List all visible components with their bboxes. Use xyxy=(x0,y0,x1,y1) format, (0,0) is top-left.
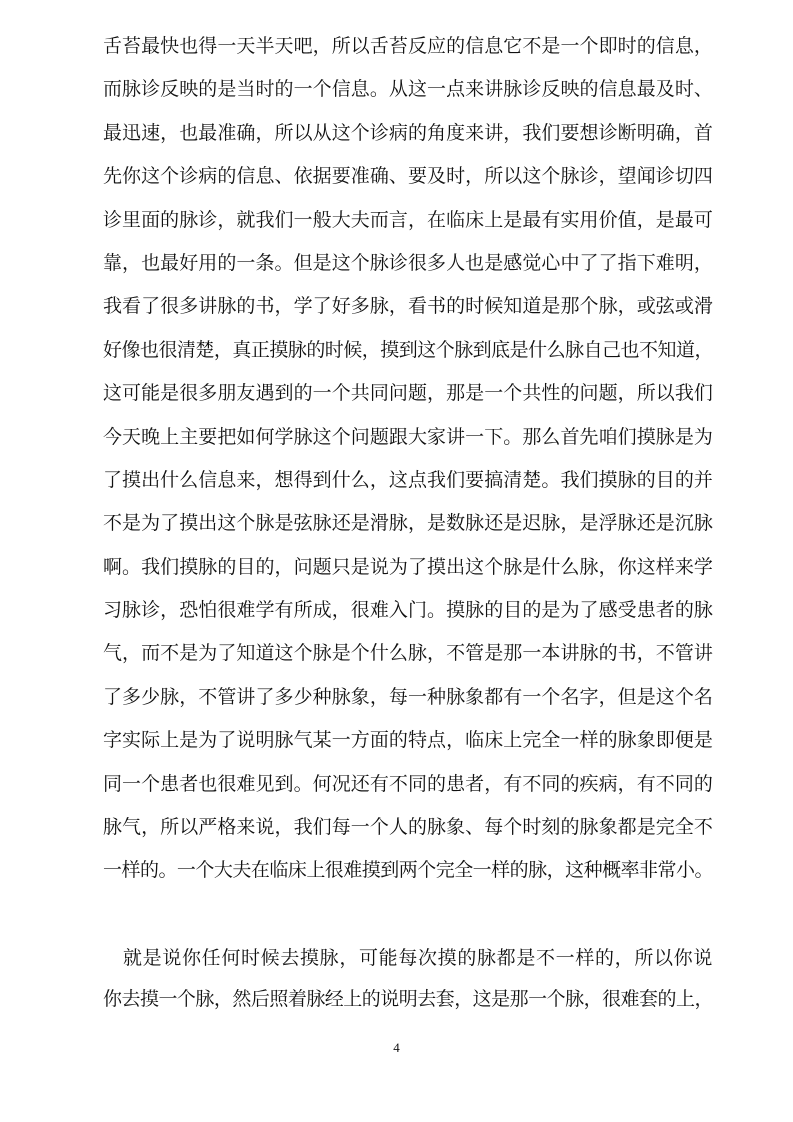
text-line xyxy=(103,253,713,296)
text-line xyxy=(103,427,713,470)
text-line xyxy=(103,79,713,122)
text-line xyxy=(103,687,713,730)
paragraph-1 xyxy=(103,36,713,904)
text-line-content: 同一个患者也很难见到。何况还有不同的患者，有不同的疾病，有不同的 xyxy=(103,772,713,795)
text-line-content: 靠，也最好用的一条。但是这个脉诊很多人也是感觉心中了了指下难明， xyxy=(103,251,713,274)
text-line-content: 今天晚上主要把如何学脉这个问题跟大家讲一下。那么首先咱们摸脉是为 xyxy=(103,425,713,448)
paragraph-2 xyxy=(103,948,713,1030)
page-number: 4 xyxy=(393,1040,400,1055)
text-line-content: 习脉诊，恐怕很难学有所成，很难入门。摸脉的目的是为了感受患者的脉 xyxy=(103,599,713,622)
text-line-content: 脉气，所以严格来说，我们每一个人的脉象、每个时刻的脉象都是完全不 xyxy=(103,816,713,839)
text-line xyxy=(103,860,713,903)
text-line-content: 字实际上是为了说明脉气某一方面的特点，临床上完全一样的脉象即便是 xyxy=(103,729,713,752)
text-line xyxy=(103,210,713,253)
text-line xyxy=(103,600,713,643)
text-line-content: 气，而不是为了知道这个脉是个什么脉，不管是那一本讲脉的书，不管讲 xyxy=(103,642,713,665)
text-line xyxy=(103,340,713,383)
text-line xyxy=(103,730,713,773)
text-line-content: 一样的。一个大夫在临床上很难摸到两个完全一样的脉，这种概率非常小。 xyxy=(103,859,713,882)
text-line-content: 你去摸一个脉，然后照着脉经上的说明去套，这是那一个脉，很难套的上， xyxy=(103,988,713,1010)
text-line xyxy=(103,513,713,556)
text-line xyxy=(103,470,713,513)
text-line xyxy=(103,557,713,600)
text-line xyxy=(103,383,713,426)
text-line-content: 先你这个诊病的信息、依据要准确、要及时，所以这个脉诊，望闻诊切四 xyxy=(103,165,713,188)
text-line-content: 舌苔最快也得一天半天吧，所以舌苔反应的信息它不是一个即时的信息， xyxy=(103,35,713,57)
text-line-content: 这可能是很多朋友遇到的一个共同问题，那是一个共性的问题，所以我们 xyxy=(103,382,713,405)
text-line xyxy=(103,296,713,339)
text-line xyxy=(103,948,713,989)
text-line xyxy=(103,817,713,860)
text-line-content: 了摸出什么信息来，想得到什么，这点我们要搞清楚。我们摸脉的目的并 xyxy=(103,468,713,491)
text-line xyxy=(103,989,713,1030)
text-line xyxy=(103,123,713,166)
text-line xyxy=(103,643,713,686)
text-line-content: 最迅速，也最准确，所以从这个诊病的角度来讲，我们要想诊断明确，首 xyxy=(103,121,713,144)
text-line-content: 我看了很多讲脉的书，学了好多脉，看书的时候知道是那个脉，或弦或滑 xyxy=(103,295,713,318)
text-line-content: 而脉诊反映的是当时的一个信息。从这一点来讲脉诊反映的信息最及时、 xyxy=(103,78,713,101)
text-line xyxy=(103,36,713,79)
text-line-content: 不是为了摸出这个脉是弦脉还是滑脉，是数脉还是迟脉，是浮脉还是沉脉 xyxy=(103,512,713,535)
text-line-content: 啊。我们摸脉的目的，问题只是说为了摸出这个脉是什么脉，你这样来学 xyxy=(103,555,713,578)
text-line-content: 诊里面的脉诊，就我们一般大夫而言，在临床上是最有实用价值，是最可 xyxy=(103,208,713,231)
text-line-content: 了多少脉，不管讲了多少种脉象，每一种脉象都有一个名字，但是这个名 xyxy=(103,685,713,708)
text-line xyxy=(103,166,713,209)
text-line xyxy=(103,774,713,817)
text-line-content: 好像也很清楚，真正摸脉的时候，摸到这个脉到底是什么脉自己也不知道， xyxy=(103,338,713,361)
text-line-content: 就是说你任何时候去摸脉，可能每次摸的脉都是不一样的，所以你说 xyxy=(123,947,713,969)
